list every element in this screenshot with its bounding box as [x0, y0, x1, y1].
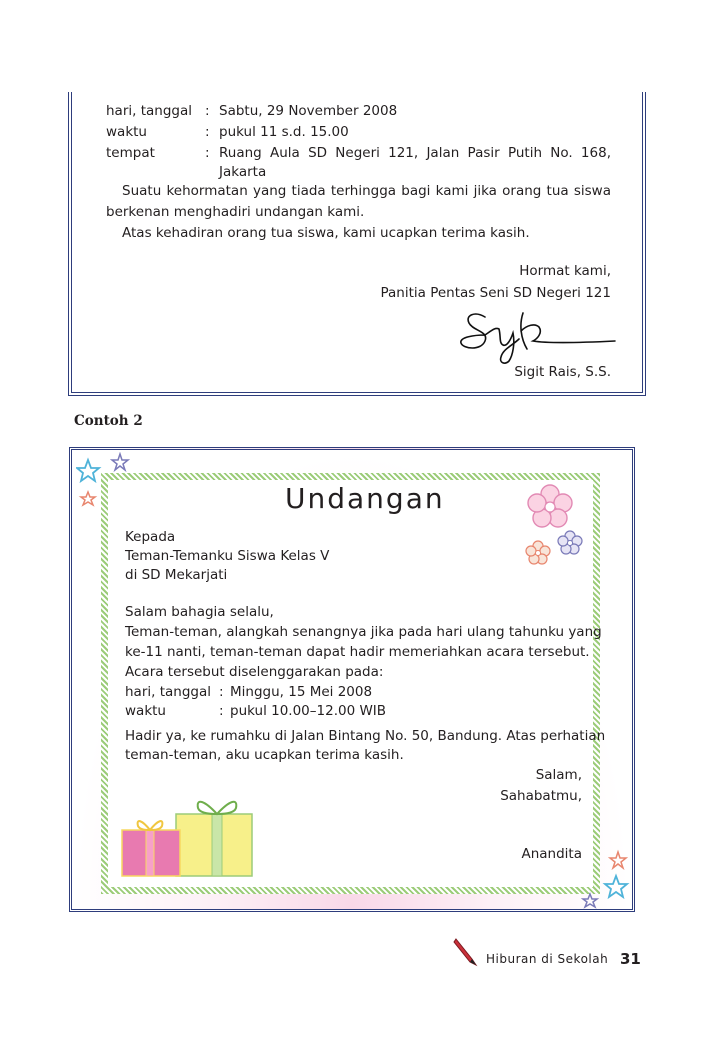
row-label-date: hari, tanggal [125, 684, 211, 700]
star-icon [578, 848, 630, 912]
page-number: 31 [620, 950, 641, 968]
closing-line: teman-teman, aku ucapkan terima kasih. [125, 747, 404, 763]
row-label-time: waktu [106, 124, 147, 140]
row-colon: : [219, 703, 224, 719]
row-label-place: tempat [106, 145, 155, 161]
salam: Salam, [535, 767, 582, 783]
closing-line: Hadir ya, ke rumahku di Jalan Bintang No. 50, Bandung. Atas perhatian [125, 728, 606, 744]
greeting: Salam bahagia selalu, [125, 604, 274, 620]
row-value-place: Ruang Aula SD Negeri 121, Jalan Pasir Putih No. 168, [219, 145, 611, 161]
section-name: Hiburan di Sekolah [486, 952, 609, 966]
body-line: Acara tersebut diselenggarakan pada: [125, 664, 384, 680]
paragraph-2: Atas kehadiran orang tua siswa, kami ucapkan terima kasih. [122, 225, 530, 241]
row-colon: : [219, 684, 224, 700]
sahabat: Sahabatmu, [500, 788, 582, 804]
row-label-date: hari, tanggal [106, 103, 192, 119]
row-value-date: Sabtu, 29 November 2008 [219, 103, 398, 119]
paragraph-1-line-2: berkenan menghadiri undangan kami. [106, 204, 365, 220]
row-colon: : [205, 124, 210, 140]
flower-icon [522, 482, 592, 572]
body-line: Teman-teman, alangkah senangnya jika pada hari ulang tahunku yang [125, 624, 602, 640]
row-colon: : [205, 145, 210, 161]
gift-boxes-image [118, 790, 258, 880]
row-value-place-2: Jakarta [219, 164, 267, 180]
closing: Hormat kami, [519, 263, 611, 279]
committee-name: Panitia Pentas Seni SD Negeri 121 [380, 285, 611, 301]
example-caption: Contoh 2 [74, 413, 143, 429]
row-value-date: Minggu, 15 Mei 2008 [230, 684, 373, 700]
signature-image [455, 305, 625, 365]
pencil-icon [452, 935, 480, 967]
recipient-line: Teman-Temanku Siswa Kelas V [125, 548, 330, 564]
row-value-time: pukul 10.00–12.00 WIB [230, 703, 387, 719]
signer-name: Sigit Rais, S.S. [514, 364, 611, 380]
signer-name: Anandita [521, 846, 582, 862]
row-value-time: pukul 11 s.d. 15.00 [219, 124, 349, 140]
paragraph-1-line-1: Suatu kehormatan yang tiada terhingga bagi kami jika orang tua siswa [122, 183, 611, 199]
row-colon: : [205, 103, 210, 119]
invitation-title: Undangan [285, 482, 445, 515]
body-line: ke-11 nanti, teman-teman dapat hadir memeriahkan acara tersebut. [125, 644, 590, 660]
star-icon [76, 452, 136, 512]
recipient-line: di SD Mekarjati [125, 567, 228, 583]
row-label-time: waktu [125, 703, 166, 719]
recipient-line: Kepada [125, 529, 176, 545]
